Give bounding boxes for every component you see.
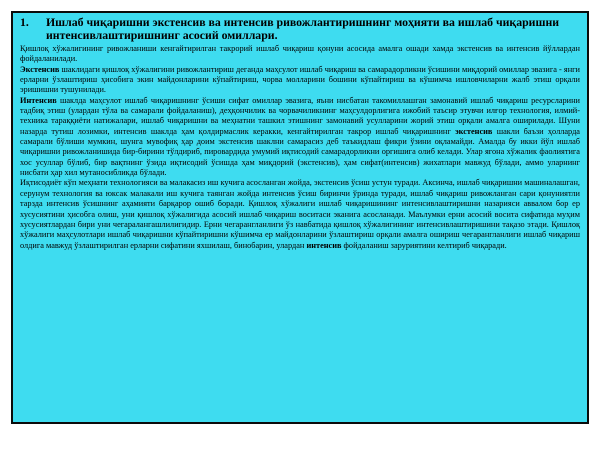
paragraph-intensive-text-b: шакли баъзи ҳолларда самарали бўлиши мумкин, шунга мувофиқ ҳар доим экстенсив шаклни самарасиз деб таъкидлаш фикри ўзини оқламайди. Амалда бу икки йўл ишлаб чиқаришни ривожланишида бир-бирини тўлдириб, пировардида умумий иқтисодий самарадорликни оргишига олиб келади. Улар ягона хўжалик фаолиятига хос усуллар бўлиб, бир вақтнинг ўзида иқтисодий ўсишда ҳам миқдорий (экстенсив), ҳам сифат(интенсив) жихатлари мавжуд бўлади, аммо уларнинг нисбати ҳар хил мутаносибликда бўлади. <box>20 126 580 178</box>
term-extensive: Экстенсив <box>20 64 60 74</box>
term-intensive: Интенсив <box>20 95 57 105</box>
section-heading <box>20 16 580 42</box>
paragraph-intro <box>20 44 580 65</box>
paragraph-economy-text-a: Иқтисодиёт кўп меҳнати технологияси ва малакасиз иш кучига асосланган жойда, экстенсив ўсиш устун туради. Аксинча, ишлаб чиқаришни машиналашган, серунум технология ва юксак малакали иш кучига таянган жойда интенсив ўсиш биринчи ўринда туради, ишлаб чиқариш ривожланган сари қонуниятли тарзда интенсив ўсишнинг аҳамияти барқарор ошиб боради. Қишлоқ хўжалиги ишлаб чиқаришининг интенсивлаштиришни назарияси аввалом бор ер хусусиятини ҳисобга олиш, уни қишлоқ хўжалигида асосий ишлаб чиқариш воситаси эканига асосланади. Маълумки ерни асосий восита сифатида муҳим хусусиятлардан бири уни чегаралангашлилигидир. Ерни чегарангланлиги ўз навбатида қишлоқ хўжалигининг интенсивлаштиришини тақазо этади. Қишлоқ хўжалиги маҳсулотлари ишлаб чиқаришни кўпайтиришни кўшимча ер майдонларини ўзлаштириш орқали амалга ошириш чегарангланлиги ишлаб чиқариш олдига мавжуд ўзлаштирилган ерларни сифатини яхшилаш, бинобарин, улардан <box>20 178 580 250</box>
paragraph-intensive <box>20 96 580 179</box>
heading-number: 1. <box>20 15 29 29</box>
term-extensive-inline: экстенсив <box>455 126 493 136</box>
heading-text: Ишлаб чиқаришни экстенсив ва интенсив ривожлантиришнинг моҳияти ва ишлаб чиқаришни интенсивлаштиришнинг асосий омиллари. <box>46 15 560 42</box>
paragraph-economy <box>20 178 580 250</box>
slide-panel <box>11 11 589 424</box>
paragraph-extensive <box>20 65 580 96</box>
paragraph-intensive-text-a: шаклда маҳсулот ишлаб чиқаришнинг ўсиши сифат омиллар эвазига, яъни нисбатан такомиллашган замонавий ишлаб чиқариш ресурсларини тадбиқ этиш (улардан тўла ва самарали фойдаланиш), деҳқончилик ва чорвачиликнинг маҳсулдорлигига ижобий таъсир этувчи илғор технология, илмий-техника тараққиёти натижалари, ишлаб чиқаришни ва меҳнатни ташкил этишнинг замонавий усулларини жорий этиш орқали амалга оширилади. Шуни назарда тутиш лозимки, интенсив шаклда ҳам қолдирмаслик керакки, кенгайтирилган такрор ишлаб чиқаришнинг <box>20 95 580 136</box>
paragraph-economy-text-b: фойдаланиш заруриятини келтириб чиқаради. <box>341 240 507 250</box>
paragraph-extensive-text: шаклидаги қишлоқ хўжалигини ривожлантириш деганда маҳсулот ишлаб чиқариш ва самарадорликни ўсишини миқдорий омиллар эвазига - янги ерларни ўзлаштириш ҳисобига экин майдонларини кўпайтириш, чорва молларини бошини кўпайтириш ва кўшимча ишловчиларни жалб этиш орқали эришишни тушунилади. <box>20 64 580 95</box>
term-intensive-inline: интенсив <box>306 240 342 250</box>
paragraph-intro-text: Қишлоқ хўжалигининг ривожланиши кенгайтирилган такрорий ишлаб чиқариш қонуни асосида амалга ошади хамда экстенсив ва интенсив йўллардан фойдаланилади. <box>20 44 580 64</box>
